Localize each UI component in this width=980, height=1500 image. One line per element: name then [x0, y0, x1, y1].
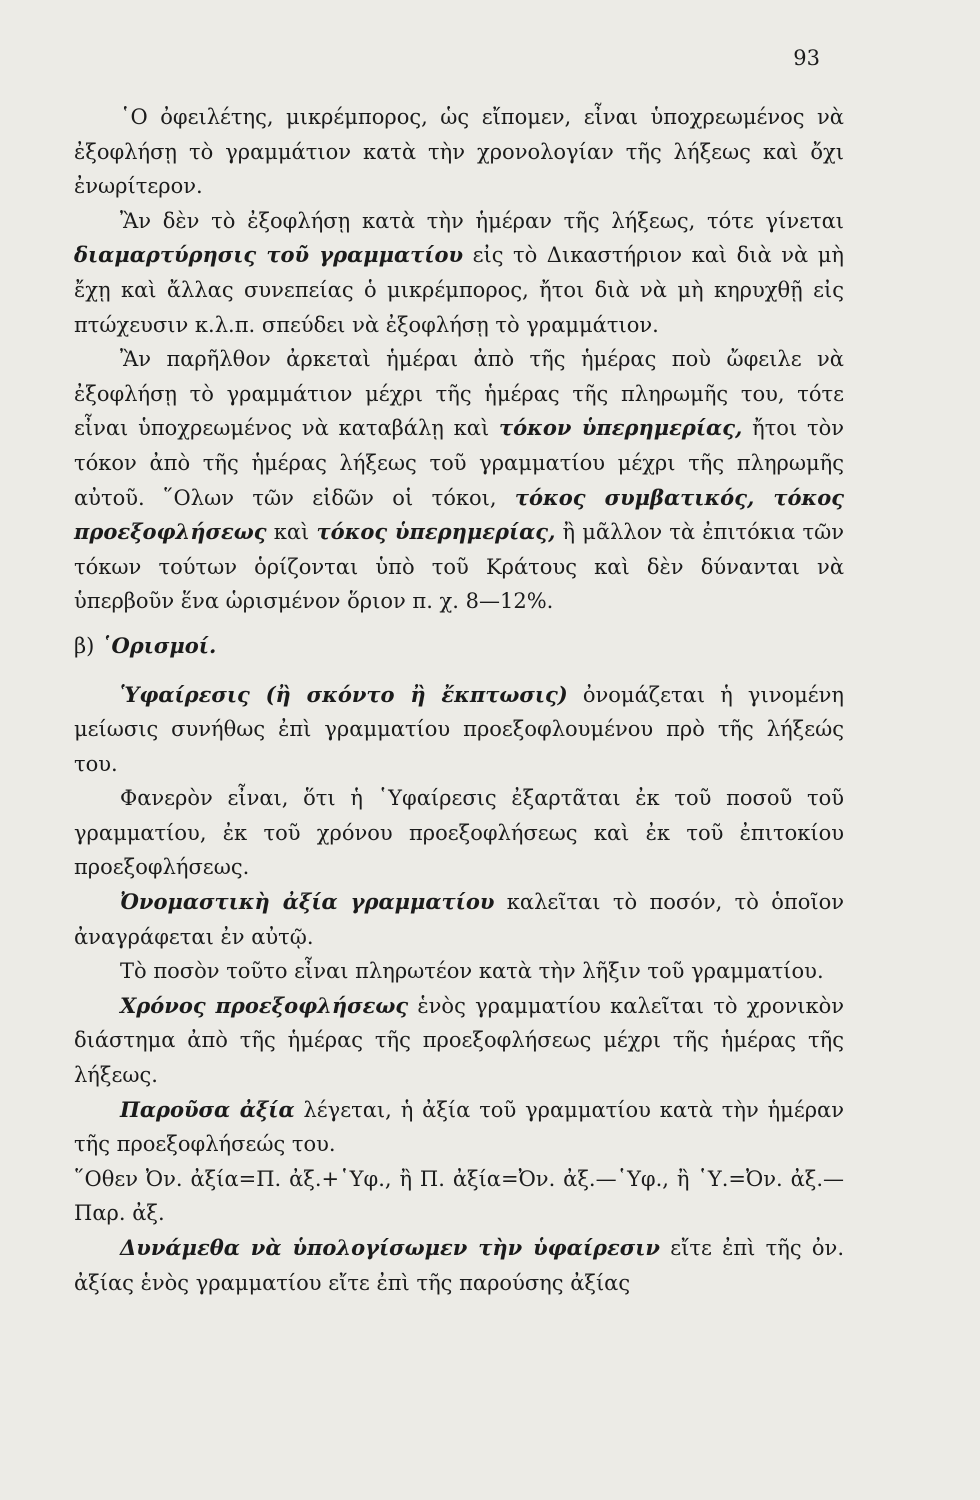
paragraph-discount-time: [74, 989, 844, 1093]
paragraph-calculation: [74, 1231, 844, 1300]
page-text: [74, 100, 844, 1300]
paragraph-protest: [74, 204, 844, 342]
term-default-interest-2: τόκος ὑπερημερίας,: [316, 519, 556, 545]
heading-number: β): [74, 633, 102, 658]
term-discount: Ὑφαίρεσις (ἢ σκόντο ἢ ἔκπτωσις): [120, 681, 568, 707]
term-discount-time: Χρόνος προεξοφλήσεως: [120, 992, 409, 1018]
term-calculation: Δυνάμεθα νὰ ὑπολογίσωμεν τὴν ὑφαίρεσιν: [120, 1235, 660, 1260]
paragraph-default-interest: [74, 342, 844, 619]
paragraph-nominal-value: [74, 885, 844, 954]
term-default-interest: τόκον ὑπερημερίας,: [498, 415, 743, 441]
text-run: Ἂν δὲν τὸ ἐξοφλήσῃ κατὰ τὴν ἡμέραν τῆς λήξεως, τότε γίνεται: [120, 208, 844, 233]
paragraph-formulas: ῞Οθεν Ὀν. ἀξία=Π. ἀξ.+῾Υφ., ἢ Π. ἀξία=Ὀν. ἀξ.—῾Υφ., ἢ ῾Υ.=Ὀν. ἀξ.—Παρ. ἀξ.: [74, 1166, 844, 1226]
paragraph-discount-dependence: Φανερὸν εἶναι, ὅτι ἡ ῾Υφαίρεσις ἐξαρτᾶται ἐκ τοῦ ποσοῦ τοῦ γραμματίου, ἐκ τοῦ χρόνου προεξοφλήσεως καὶ ἐκ τοῦ ἐπιτοκίου προεξοφλήσεως.: [74, 786, 844, 880]
text-run: εἰς τὸ Δικαστήριον καὶ διὰ νὰ μὴ ἔχῃ καὶ ἄλλας συνεπείας ὁ μικρέμπορος, ἤτοι διὰ νὰ μὴ κηρυχθῇ εἰς πτώχευσιν κ.λ.π. σπεύδει νὰ ἐξοφλήσῃ τὸ γραμμάτιον.: [74, 243, 844, 337]
text-run: ἢ μᾶλλον τὰ ἐπιτόκια τῶν τόκων τούτων ὁρίζονται ὑπὸ τοῦ Κράτους καὶ δὲν δύνανται νὰ ὑπερβοῦν ἕνα ὡρισμένον ὅριον π. χ. 8—12%.: [74, 520, 845, 614]
paragraph-present-value: [74, 1093, 844, 1162]
paragraph-discount: [74, 678, 844, 782]
text-run: καὶ: [266, 520, 317, 545]
text-run: ἤτοι τὸν τόκον ἀπὸ τῆς ἡμέρας λήξεως τοῦ γραμματίου μέχρι τῆς πληρωμῆς αὐτοῦ. ῞Ολων τῶν εἰδῶν οἱ τόκοι,: [74, 416, 844, 510]
term-present-value: Παροῦσα ἀξία: [120, 1096, 295, 1122]
paragraph-debtor: ῾Ο ὀφειλέτης, μικρέμπορος, ὡς εἴπομεν, εἶναι ὑποχρεωμένος νὰ ἐξοφλήσῃ τὸ γραμμάτιον κατὰ τὴν χρονολογίαν τῆς λήξεως καὶ ὄχι ἐνωρίτερον.: [74, 105, 844, 199]
term-nominal-value: Ὀνομαστικὴ ἀξία γραμματίου: [120, 889, 495, 915]
heading-title: ῾Ορισμοί.: [101, 632, 217, 658]
text-run: ὀνομάζεται ἡ γινομένη μείωσις συνήθως ἐπὶ γραμματίου προεξοφλουμένου πρὸ τῆς λήξεώς του.: [74, 682, 844, 776]
text-run: ἑνὸς γραμματίου καλεῖται τὸ χρονικὸν διάστημα ἀπὸ τῆς ἡμέρας τῆς προεξοφλήσεως μέχρι τῆς ἡμέρας τῆς λήξεως.: [74, 993, 844, 1088]
text-run: καλεῖται τὸ ποσόν, τὸ ὁποῖον ἀναγράφεται ἐν αὐτῷ.: [74, 890, 844, 949]
section-heading-definitions: [74, 629, 844, 664]
text-run: λέγεται, ἡ ἀξία τοῦ γραμματίου κατὰ τὴν ἡμέραν τῆς προεξοφλήσεώς του.: [74, 1097, 844, 1157]
text-run: Ἂν παρῆλθον ἀρκεταὶ ἡμέραι ἀπὸ τῆς ἡμέρας ποὺ ὤφειλε νὰ ἐξοφλήσῃ τὸ γραμμάτιον μέχρι τῆς ἡμέρας τῆς πληρωμῆς του, τότε εἶναι ὑποχρεωμένος νὰ καταβάλῃ καὶ: [74, 347, 844, 441]
text-run: εἴτε ἐπὶ τῆς ὀν. ἀξίας ἑνὸς γραμματίου εἴτε ἐπὶ τῆς παρούσης ἀξίας: [74, 1236, 844, 1295]
paragraph-payable: Τὸ ποσὸν τοῦτο εἶναι πληρωτέον κατὰ τὴν λῆξιν τοῦ γραμματίου.: [120, 959, 824, 984]
term-protest: διαμαρτύρησις τοῦ γραμματίου: [74, 242, 464, 268]
page-number: 93: [793, 46, 820, 70]
term-contract-interest: τόκος συμβατικός, τόκος προεξοφλήσεως: [74, 484, 844, 545]
